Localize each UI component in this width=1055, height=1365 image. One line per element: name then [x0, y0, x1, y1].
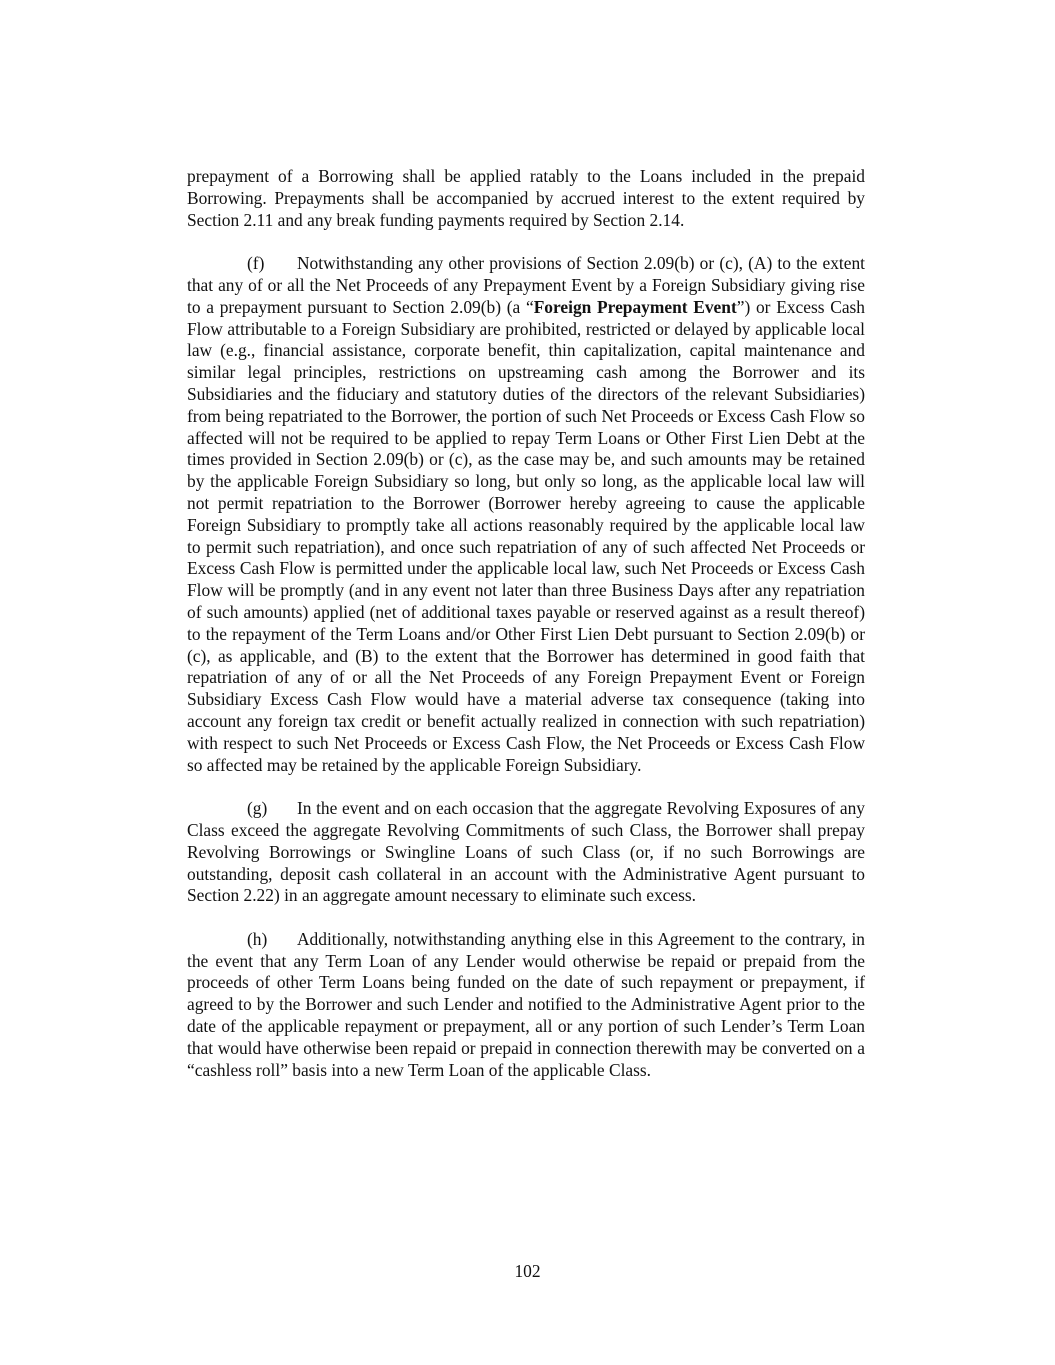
paragraph-g: [187, 798, 865, 907]
paragraph-g-text: In the event and on each occasion that the aggregate Revolving Exposures of any Class exceed the aggregate Revolving Commitments of such Class, the Borrower shall prepay Revolving Borrowings or Swingline Loans of such Class (or, if no such Borrowings are outstanding, deposit cash collateral in an account with the Administrative Agent pursuant to Section 2.22) in an aggregate amount necessary to eliminate such excess.: [187, 798, 865, 906]
paragraph-f: [187, 253, 865, 776]
defined-term-foreign-prepayment-event: Foreign Prepayment Event: [533, 296, 737, 317]
paragraph-g-label: (g): [247, 798, 268, 819]
paragraph-h-label: (h): [247, 928, 268, 949]
document-body: [187, 166, 865, 1103]
paragraph-f-text-before-term: Notwithstanding any other provisions of Section 2.09(b) or (c), (A) to the extent that any of or all the Net Proceeds of any Prepayment Event by a Foreign Subsidiary giving rise to a prepayment pursuant to Section 2.09(b) (a “: [187, 253, 865, 317]
continuation-paragraph: prepayment of a Borrowing shall be applied ratably to the Loans included in the prepaid Borrowing. Prepayments shall be accompanied by accrued interest to the extent required by Section 2.11 and any break funding payments required by Section 2.14.: [187, 166, 865, 230]
paragraph-h: [187, 929, 865, 1082]
paragraph-h-text: Additionally, notwithstanding anything else in this Agreement to the contrary, in the event that any Term Loan of any Lender would otherwise be repaid or prepaid from the proceeds of other Term Loans being funded on the date of such repayment or prepayment, if agreed to by the Borrower and such Lender and notified to the Administrative Agent prior to the date of the applicable repayment or prepayment, all or any portion of such Lender’s Term Loan that would have otherwise been repaid or prepaid in connection therewith may be converted on a “cashless roll” basis into a new Term Loan of the applicable Class.: [187, 928, 865, 1080]
paragraph-f-label: (f): [247, 253, 265, 274]
paragraph-f-text-after-term: ”) or Excess Cash Flow attributable to a Foreign Subsidiary are prohibited, restricted or delayed by applicable local law (e.g., financial assistance, corporate benefit, thin capitalization, capital maintenance and similar legal principles, restrictions on upstreaming cash among the Borrower and its Subsidiaries and the fiduciary and statutory duties of the directors of the relevant Subsidiaries) from being repatriated to the Borrower, the portion of such Net Proceeds or Excess Cash Flow so affected will not be required to be applied to repay Term Loans or Other First Lien Debt at the times provided in Section 2.09(b) or (c), as the case may be, and such amounts may be retained by the applicable Foreign Subsidiary so long, but only so long, as the applicable local law will not permit repatriation to the Borrower (Borrower hereby agreeing to cause the applicable Foreign Subsidiary to promptly take all actions reasonably required by the applicable local law to permit such repatriation), and once such repatriation of any of such affected Net Proceeds or Excess Cash Flow is permitted under the applicable local law, such Net Proceeds or Excess Cash Flow will be promptly (and in any event not later than three Business Days after any repatriation of such amounts) applied (net of additional taxes payable or reserved against as a result thereof) to the repayment of the Term Loans and/or Other First Lien Debt pursuant to Section 2.09(b) or (c), as applicable, and (B) to the extent that the Borrower has determined in good faith that repatriation of any of or all the Net Proceeds of any Foreign Prepayment Event or Foreign Subsidiary Excess Cash Flow would have a material adverse tax consequence (taking into account any foreign tax credit or benefit actually realized in connection with such repatriation) with respect to such Net Proceeds or Excess Cash Flow, the Net Proceeds or Excess Cash Flow so affected may be retained by the applicable Foreign Subsidiary.: [187, 296, 866, 775]
page-number: 102: [514, 1261, 541, 1281]
